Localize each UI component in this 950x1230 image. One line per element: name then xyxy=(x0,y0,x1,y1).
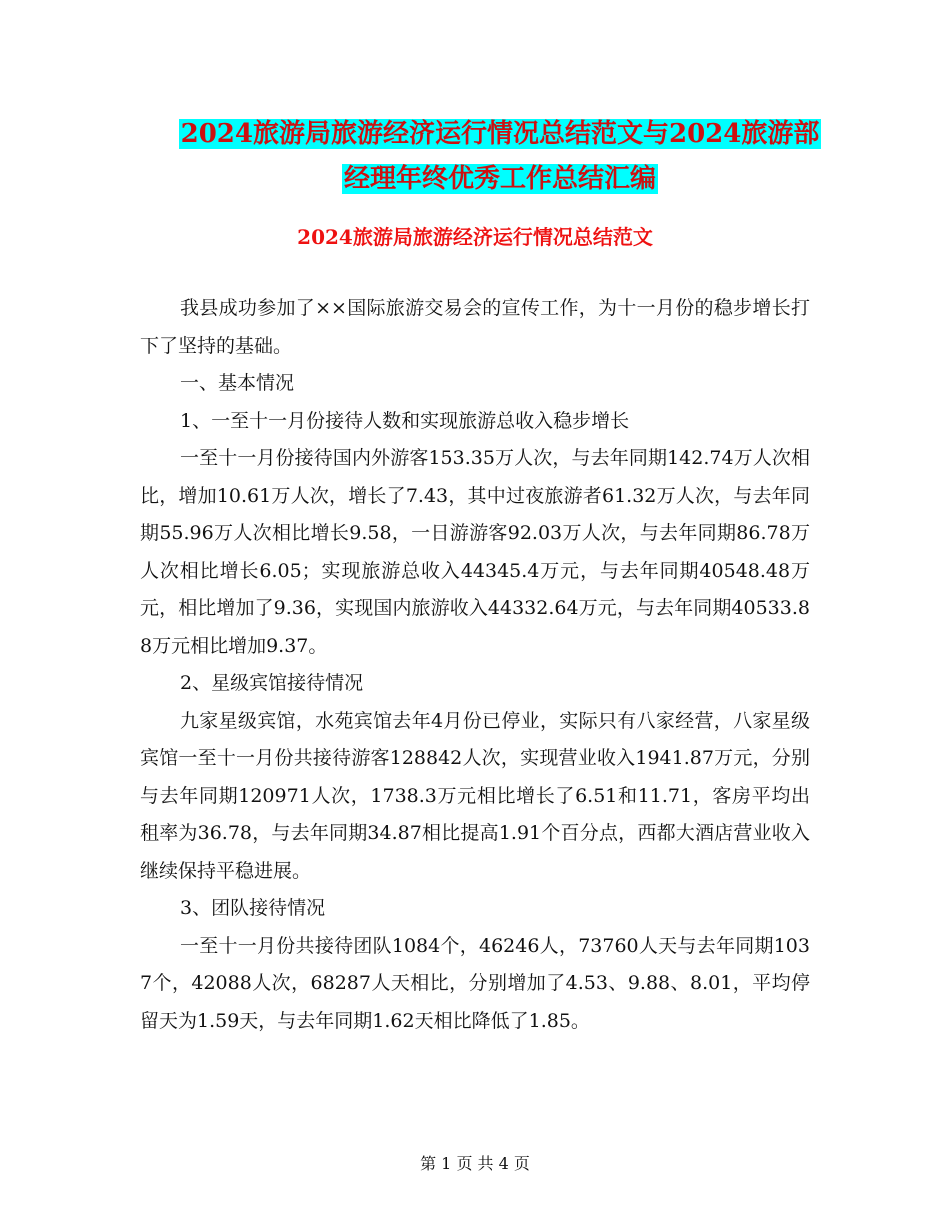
paragraph-intro: 我县成功参加了××国际旅游交易会的宣传工作，为十一月份的稳步增长打下了坚持的基础。 xyxy=(140,297,810,357)
section-title: 2024旅游局旅游经济运行情况总结范文 xyxy=(297,225,653,249)
document-title-line-1: 2024旅游局旅游经济运行情况总结范文与2024旅游部 xyxy=(180,119,820,149)
subheading-group-reception: 3、团队接待情况 xyxy=(180,897,326,919)
subheading-visitors-income: 1、一至十一月份接待人数和实现旅游总收入稳步增长 xyxy=(180,409,630,432)
document-title-line-2: 经理年终优秀工作总结汇编 xyxy=(343,164,656,194)
page-footer: 第 1 页 共 4 页 xyxy=(420,1154,530,1173)
document-body xyxy=(140,290,810,1040)
paragraph-visitors-income: 一至十一月份接待国内外游客153.35万人次，与去年同期142.74万人次相比，增加10.61万人次，增长了7.43，其中过夜旅游者61.32万人次，与去年同期55.96万人次相比增长9.58，一日游游客92.03万人次，与去年同期86.78万人次相比增长6.05；实现旅游总收入44345.4万元，与去年同期40548.48万元，相比增加了9.36，实现国内旅游收入44332.64万元，与去年同期40533.88万元相比增加9.37。 xyxy=(140,447,810,657)
paragraph-star-hotels: 九家星级宾馆，水苑宾馆去年4月份已停业，实际只有八家经营，八家星级宾馆一至十一月份共接待游客128842人次，实现营业收入1941.87万元，分别与去年同期120971人次，1738.3万元相比增长了6.51和11.71，客房平均出租率为36.78，与去年同期34.87相比提高1.91个百分点，西都大酒店营业收入继续保持平稳进展。 xyxy=(140,709,810,882)
heading-basic-situation: 一、基本情况 xyxy=(180,372,295,394)
paragraph-group-reception: 一至十一月份共接待团队1084个，46246人，73760人天与去年同期1037个，42088人次，68287人天相比，分别增加了4.53、9.88、8.01，平均停留天为1.59天，与去年同期1.62天相比降低了1.85。 xyxy=(140,934,810,1032)
subheading-star-hotels: 2、星级宾馆接待情况 xyxy=(180,672,364,694)
document-title xyxy=(140,112,860,202)
